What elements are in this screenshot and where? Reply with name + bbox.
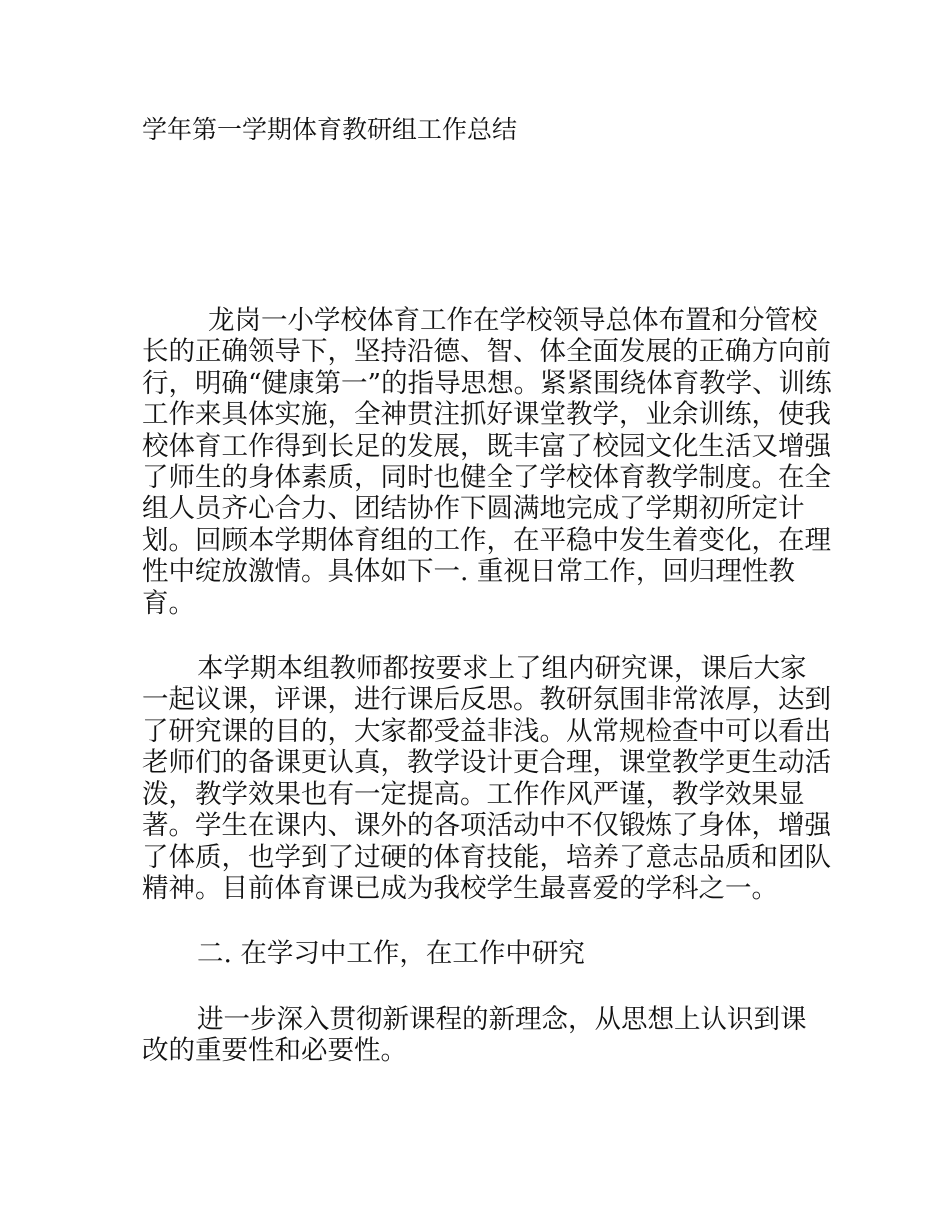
section-heading-two: 二. 在学习中工作，在工作中研究 bbox=[197, 938, 585, 970]
paragraph-intro: 龙岗一小学校体育工作在学校领导总体布置和分管校长的正确领导下，坚持沿德、智、体全面发展的正确方向前行，明确“健康第一”的指导思想。紧紧围绕体育教学、训练工作来具体实施，全神贯注抓好课堂教学，业余训练，使我校体育工作得到长足的发展，既丰富了校园文化生活又增强了师生的身体素质，同时也健全了学校体育教学制度。在全组人员齐心合力、团结协作下圆满地完成了学期初所定计划。回顾本学期体育组的工作，在平稳中发生着变化，在理性中绽放激情。具体如下一. 重视日常工作，回归理性教育。 bbox=[142, 305, 832, 619]
paragraph-new-curriculum: 进一步深入贯彻新课程的新理念，从思想上认识到课改的重要性和必要性。 bbox=[142, 1003, 807, 1067]
document-body bbox=[142, 305, 832, 1101]
paragraph-research-lessons: 本学期本组教师都按要求上了组内研究课，课后大家一起议课，评课，进行课后反思。教研氛围非常浓厚，达到了研究课的目的，大家都受益非浅。从常规检查中可以看出老师们的备课更认真，教学设计更合理，课堂教学更生动活泼，教学效果也有一定提高。工作作风严谨，教学效果显著。学生在课内、课外的各项活动中不仅锻炼了身体，增强了体质，也学到了过硬的体育技能，培养了意志品质和团队精神。目前体育课已成为我校学生最喜爱的学科之一。 bbox=[142, 653, 831, 904]
document-title: 学年第一学期体育教研组工作总结 bbox=[142, 115, 518, 144]
